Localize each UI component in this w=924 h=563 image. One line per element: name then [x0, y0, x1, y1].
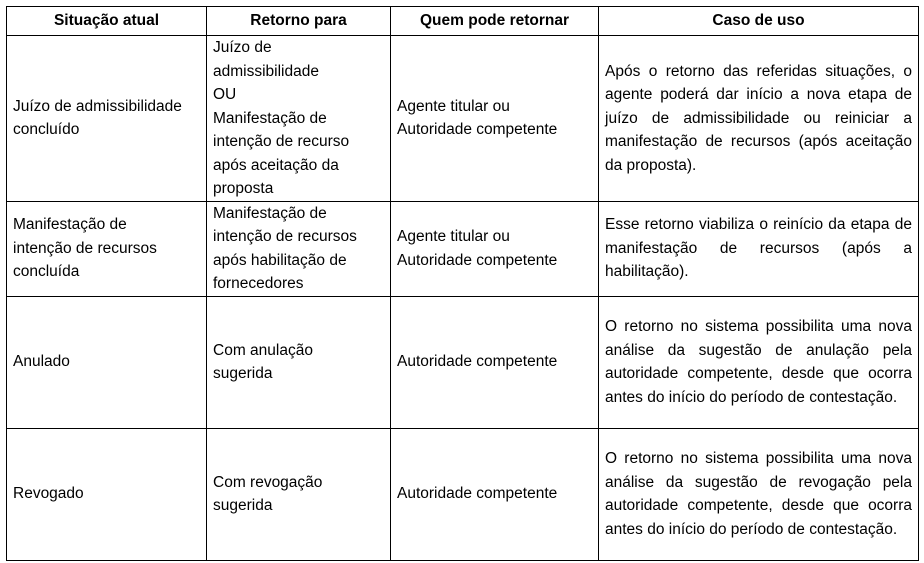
header-retorno-para: Retorno para: [207, 7, 391, 36]
cell-retorno: [207, 201, 391, 296]
table-row: [7, 428, 919, 560]
cell-line: Juízo de: [213, 39, 272, 56]
cell-retorno: [207, 428, 391, 560]
cell-line: Manifestação de: [13, 216, 127, 234]
cell-retorno: [207, 36, 391, 202]
cell-line: Autoridade competente: [397, 485, 558, 503]
cell-line: concluída: [13, 263, 80, 281]
cell-line: intenção de recurso: [213, 133, 350, 150]
cell-situacao: [7, 296, 207, 428]
cell-line: Manifestação de: [213, 204, 327, 222]
cell-line: após aceitação da: [213, 156, 339, 174]
cell-line: intenção de recursos: [13, 239, 157, 257]
cell-quem: [391, 36, 599, 202]
cell-line: Manifestação de: [213, 109, 327, 127]
cell-line: sugerida: [213, 497, 273, 514]
cell-quem: [391, 428, 599, 560]
cell-line: admissibilidade: [213, 62, 319, 80]
cell-line: Anulado: [13, 353, 70, 371]
cell-caso: Esse retorno viabiliza o reinício da etapa de manifestação de recursos (após a habilitação).: [599, 201, 919, 296]
header-caso-de-uso: Caso de uso: [599, 7, 919, 36]
cell-retorno: [207, 296, 391, 428]
cell-caso: O retorno no sistema possibilita uma nova análise da sugestão de anulação pela autoridade competente, desde que ocorra antes do início do período de contestação.: [599, 296, 919, 428]
cell-quem: [391, 296, 599, 428]
cell-line: concluído: [13, 121, 80, 139]
cell-line: após habilitação de: [213, 251, 347, 269]
status-return-table: [6, 6, 919, 561]
cell-quem: [391, 201, 599, 296]
table-row: [7, 201, 919, 296]
table-row: [7, 296, 919, 428]
cell-line: Agente titular ou: [397, 97, 510, 115]
table-row: [7, 36, 919, 202]
cell-caso: Após o retorno das referidas situações, o agente poderá dar início a nova etapa de juízo de admissibilidade ou reiniciar a manifestação de recursos (após aceitação da proposta).: [599, 36, 919, 202]
header-situacao-atual: Situação atual: [7, 7, 207, 36]
cell-line: fornecedores: [213, 275, 304, 292]
cell-line: Revogado: [13, 485, 84, 503]
cell-situacao: [7, 428, 207, 560]
cell-situacao: [7, 36, 207, 202]
cell-line: intenção de recursos: [213, 228, 357, 245]
cell-line: Com anulação: [213, 341, 313, 359]
cell-line: Agente titular ou: [397, 228, 510, 245]
cell-line: proposta: [213, 180, 274, 197]
cell-line: Com revogação: [213, 473, 323, 491]
cell-line: Juízo de admissibilidade: [13, 97, 182, 115]
cell-caso: O retorno no sistema possibilita uma nova análise da sugestão de revogação pela autoridade competente, desde que ocorra antes do início do período de contestação.: [599, 428, 919, 560]
cell-line: OU: [213, 86, 237, 103]
cell-line: Autoridade competente: [397, 121, 558, 139]
header-quem-pode-retornar: Quem pode retornar: [391, 7, 599, 36]
header-row: [7, 7, 919, 36]
cell-situacao: [7, 201, 207, 296]
cell-line: Autoridade competente: [397, 251, 558, 269]
cell-line: Autoridade competente: [397, 353, 558, 371]
cell-line: sugerida: [213, 365, 273, 382]
